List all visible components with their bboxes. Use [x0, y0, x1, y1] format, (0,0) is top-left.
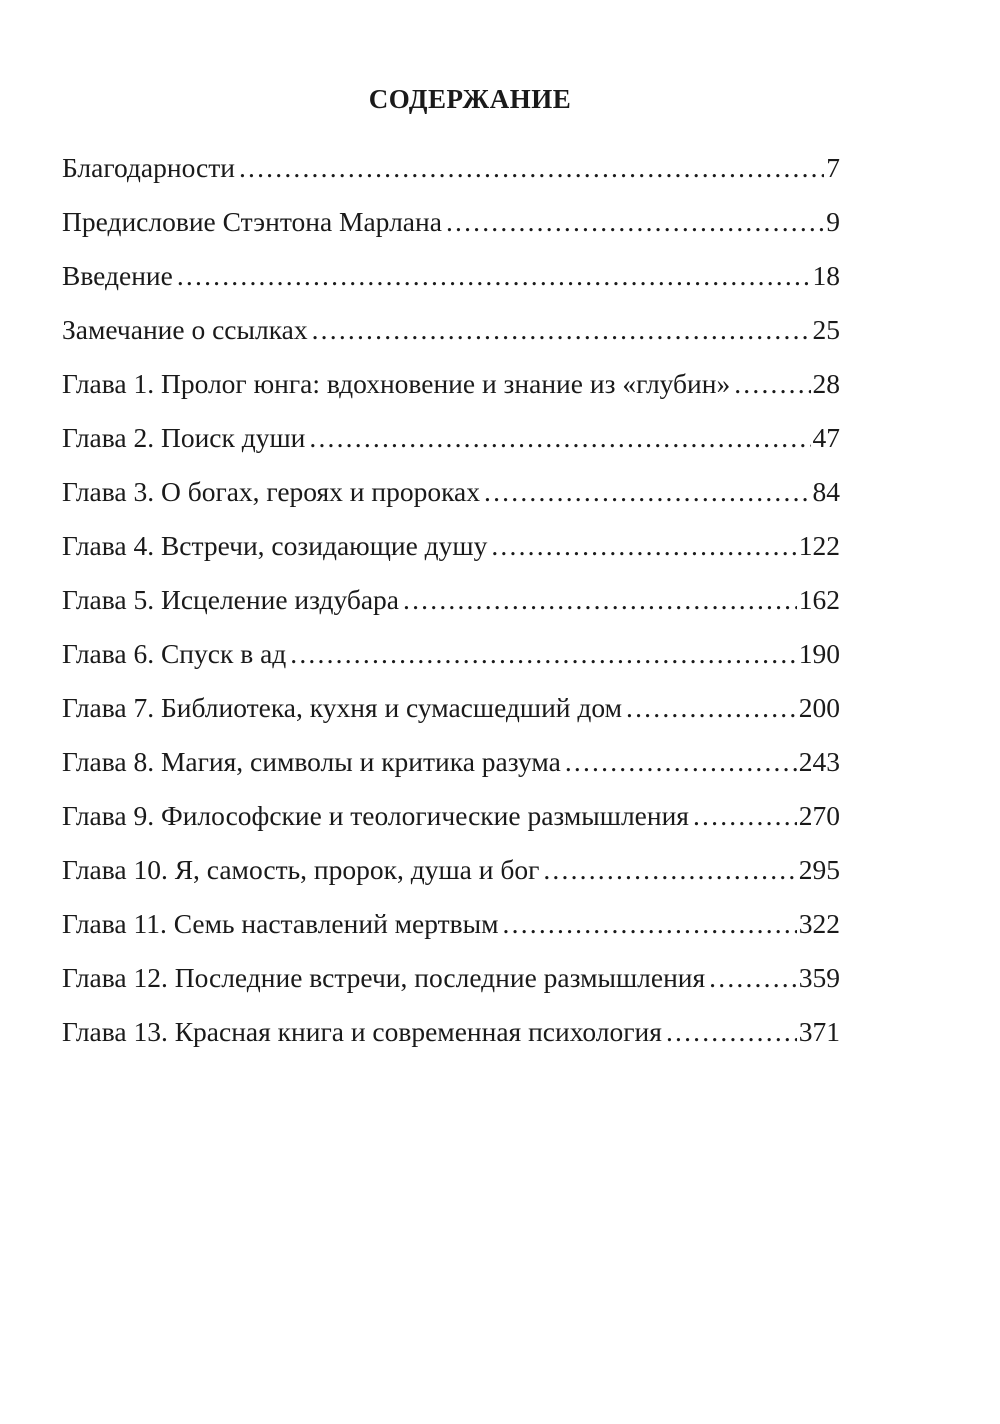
toc-entry-label: Глава 11. Семь наставлений мертвым [62, 908, 499, 939]
toc-page-number: 243 [798, 746, 840, 777]
dot-leader [484, 470, 810, 514]
dot-leader [503, 902, 797, 946]
toc-entry-label: Благодарности [62, 152, 235, 183]
toc-entry-chapter-12[interactable] [62, 956, 840, 1010]
table-of-contents [62, 146, 840, 1064]
toc-entry-chapter-7[interactable] [62, 686, 840, 740]
toc-page-number: 122 [798, 530, 840, 561]
toc-entry-chapter-8[interactable] [62, 740, 840, 794]
toc-entry-label: Глава 6. Спуск в ад [62, 638, 287, 669]
toc-entry-chapter-13[interactable] [62, 1010, 840, 1064]
toc-entry-introduction[interactable] [62, 254, 840, 308]
toc-entry-label: Глава 4. Встречи, созидающие душу [62, 530, 488, 561]
toc-entry-label: Глава 8. Магия, символы и критика разума [62, 746, 561, 777]
toc-entry-label: Глава 12. Последние встречи, последние размышления [62, 962, 706, 993]
toc-entry-label: Глава 7. Библиотека, кухня и сумасшедший дом [62, 692, 623, 723]
toc-entry-label: Предисловие Стэнтона Марлана [62, 206, 442, 237]
toc-entry-chapter-1[interactable] [62, 362, 840, 416]
toc-entry-acknowledgements[interactable] [62, 146, 840, 200]
toc-entry-chapter-11[interactable] [62, 902, 840, 956]
dot-leader [565, 740, 797, 784]
dot-leader [290, 632, 796, 676]
toc-entry-note-on-references[interactable] [62, 308, 840, 362]
dot-leader [693, 794, 797, 838]
toc-entry-chapter-3[interactable] [62, 470, 840, 524]
dot-leader [239, 146, 824, 190]
toc-entry-label: Глава 5. Исцеление издубара [62, 584, 400, 615]
dot-leader [734, 362, 810, 406]
toc-page-number: 25 [812, 314, 840, 345]
toc-entry-label: Глава 10. Я, самость, пророк, душа и бог [62, 854, 540, 885]
toc-entry-label: Глава 1. Пролог юнга: вдохновение и знание из «глубин» [62, 368, 731, 399]
dot-leader [709, 956, 797, 1000]
toc-entry-chapter-2[interactable] [62, 416, 840, 470]
toc-entry-chapter-5[interactable] [62, 578, 840, 632]
dot-leader [403, 578, 797, 622]
toc-page-number: 359 [798, 962, 840, 993]
dot-leader [626, 686, 797, 730]
toc-page-number: 371 [798, 1016, 840, 1047]
toc-entry-chapter-10[interactable] [62, 848, 840, 902]
dot-leader [666, 1010, 797, 1054]
toc-page-number: 7 [826, 152, 840, 183]
toc-page-number: 270 [798, 800, 840, 831]
dot-leader [312, 308, 811, 352]
toc-entry-label: Глава 3. О богах, героях и пророках [62, 476, 481, 507]
toc-page-number: 190 [798, 638, 840, 669]
page-title: СОДЕРЖАНИЕ [368, 84, 572, 114]
toc-entry-chapter-9[interactable] [62, 794, 840, 848]
toc-page-number: 47 [812, 422, 840, 453]
toc-page-number: 295 [798, 854, 840, 885]
toc-page-number: 200 [798, 692, 840, 723]
toc-entry-label: Глава 13. Красная книга и современная психология [62, 1016, 662, 1047]
dot-leader [446, 200, 824, 244]
toc-page-number: 84 [812, 476, 840, 507]
toc-entry-chapter-6[interactable] [62, 632, 840, 686]
dot-leader [309, 416, 810, 460]
toc-page-number: 28 [812, 368, 840, 399]
toc-page-number: 18 [812, 260, 840, 291]
toc-page-number: 162 [798, 584, 840, 615]
toc-entry-label: Глава 2. Поиск души [62, 422, 306, 453]
toc-entry-foreword[interactable] [62, 200, 840, 254]
toc-page-number: 322 [798, 908, 840, 939]
toc-entry-label: Замечание о ссылках [62, 314, 308, 345]
dot-leader [491, 524, 796, 568]
toc-entry-label: Введение [62, 260, 173, 291]
toc-page-number: 9 [826, 206, 840, 237]
dot-leader [177, 254, 811, 298]
toc-entry-label: Глава 9. Философские и теологические размышления [62, 800, 689, 831]
toc-entry-chapter-4[interactable] [62, 524, 840, 578]
dot-leader [543, 848, 796, 892]
